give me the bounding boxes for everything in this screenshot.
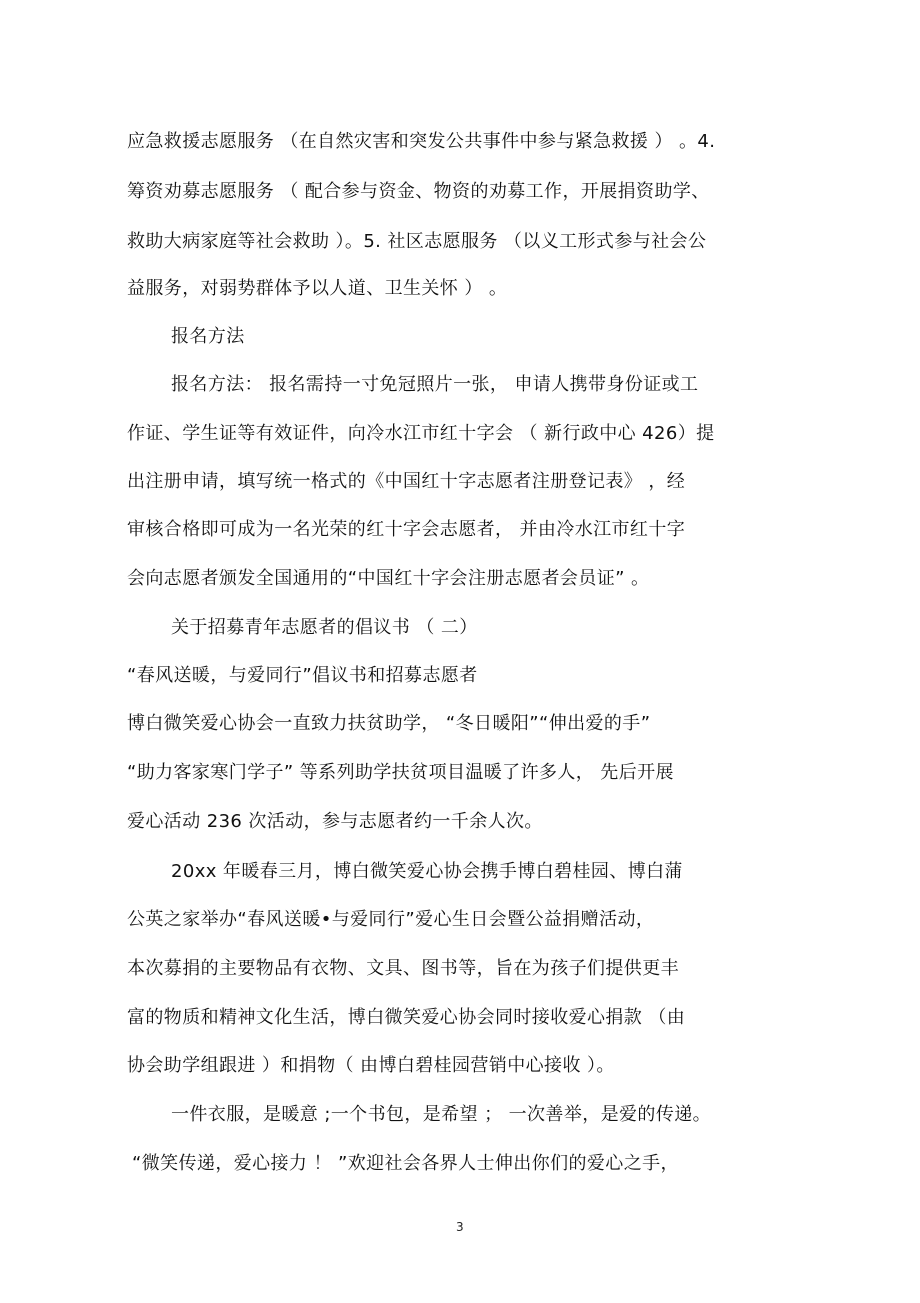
text-line-2: 筹资劝募志愿服务 （ 配合参与资金、物资的劝募工作，开展捐资助学、 — [127, 181, 710, 202]
text-line-9: 审核合格即可成为一名光荣的红十字会志愿者， 并由冷水江市红十字 — [127, 519, 686, 540]
text-line-7: 作证、学生证等有效证件，向冷水江市红十字会 （ 新行政中心 426）提 — [127, 423, 715, 444]
section-heading-registration: 报名方法 — [171, 326, 245, 347]
text-line-16: 20xx 年暖春三月，博白微笑爱心协会携手博白碧桂园、博白蒲 — [171, 861, 683, 882]
text-line-4: 益服务，对弱势群体予以人道、卫生关怀 ） 。 — [127, 278, 508, 299]
page-number: 3 — [456, 1220, 464, 1234]
text-line-19: 富的物质和精神文化生活，博白微笑爱心协会同时接收爱心捐款 （由 — [127, 1007, 686, 1028]
text-line-1: 应急救援志愿服务 （在自然灾害和突发公共事件中参与紧急救援 ） 。4. — [127, 131, 716, 152]
section-heading-proposal: 关于招募青年志愿者的倡议书 （ 二） — [171, 617, 478, 638]
text-line-8: 出注册申请，填写统一格式的《中国红十字志愿者注册登记表》 ，经 — [127, 471, 686, 492]
text-line-14: “助力客家寒门学子” 等系列助学扶贫项目温暖了许多人， 先后开展 — [127, 762, 674, 783]
text-line-15: 爱心活动 236 次活动，参与志愿者约一千余人次。 — [127, 811, 543, 832]
text-line-3: 救助大病家庭等社会救助 ）。5. 社区志愿服务 （以义工形式参与社会公 — [127, 231, 707, 252]
text-line-18: 本次募捐的主要物品有衣物、文具、图书等，旨在为孩子们提供更丰 — [127, 958, 679, 979]
text-line-22: “微笑传递，爱心接力 ！ ”欢迎社会各界人士伸出你们的爱心之手， — [132, 1153, 679, 1174]
text-line-20: 协会助学组跟进 ）和捐物（ 由博白碧桂园营销中心接收 ）。 — [127, 1055, 615, 1076]
text-line-13: 博白微笑爱心协会一直致力扶贫助学， “冬日暖阳”“伸出爱的手” — [127, 713, 651, 734]
text-line-10: 会向志愿者颁发全国通用的“中国红十字会注册志愿者会员证” 。 — [127, 568, 650, 589]
text-line-21: 一件衣服，是暖意 ;一个书包，是希望 ； 一次善举，是爱的传递。 — [171, 1104, 712, 1125]
text-line-6: 报名方法： 报名需持一寸免冠照片一张， 申请人携带身份证或工 — [171, 374, 699, 395]
text-line-17: 公英之家举办“春风送暖•与爱同行”爱心生日会暨公益捐赠活动， — [127, 909, 655, 930]
section-subtitle: “春风送暖，与爱同行”倡议书和招募志愿者 — [127, 665, 478, 686]
